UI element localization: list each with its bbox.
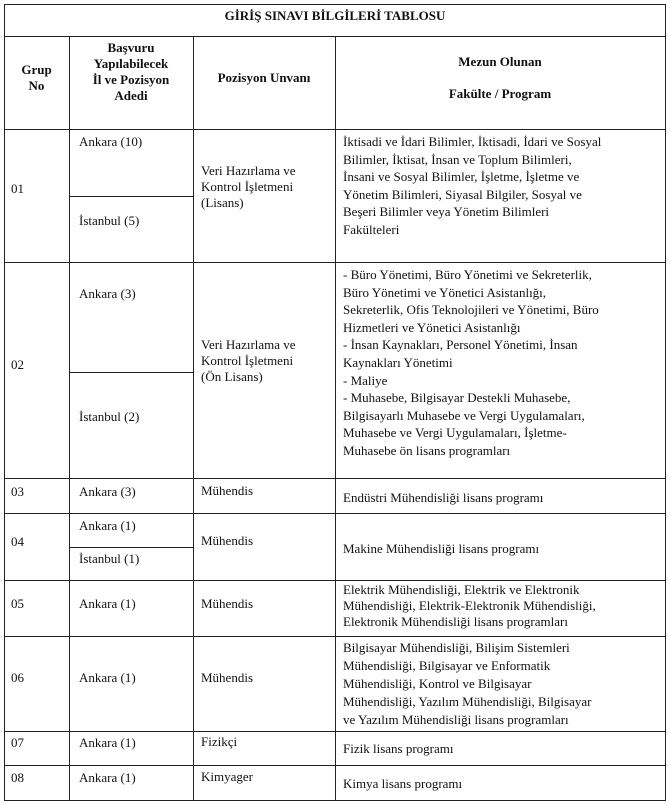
location: Ankara (1) bbox=[79, 518, 136, 533]
header-mezun-2: Fakülte / Program bbox=[448, 86, 552, 101]
grup-no: 03 bbox=[11, 484, 24, 499]
program-text: Bilgisayar Mühendisliği, Bilişim Sistemleri Mühendisliği, Bilgisayar ve Enformatik Mühendisliği, Kontrol ve Bilgisayar Mühendisliği, Yazılım Mühendisliği, Bilgisayar ve Yazılım Mühendisliği lisans programları bbox=[343, 640, 592, 727]
location: Ankara (3) bbox=[79, 286, 136, 301]
location: İstanbul (2) bbox=[79, 409, 140, 424]
location: İstanbul (5) bbox=[79, 213, 140, 228]
position-title: Veri Hazırlama ve Kontrol İşletmeni (Lisans) bbox=[201, 163, 296, 210]
grup-no: 06 bbox=[11, 670, 24, 685]
split-row04 bbox=[69, 547, 193, 548]
split-row02 bbox=[69, 372, 193, 373]
position-title: Fizikçi bbox=[201, 734, 238, 749]
grup-no: 07 bbox=[11, 735, 24, 750]
header-pozisyon: Pozisyon Unvanı bbox=[217, 70, 311, 85]
position-title: Mühendis bbox=[201, 533, 253, 548]
program-text: İktisadi ve İdari Bilimler, İktisadi, İdari ve Sosyal Bilimler, İktisat, İnsan ve Toplum Bilimleri, İnsani ve Sosyal Bilimler, İşletme, İşletme ve Yönetim Bilimleri, Siyasal Bilgiler, Sosyal ve Beşeri Bilimler veya Yönetim Bilimleri Fakülteleri bbox=[343, 134, 602, 237]
col-divider-3 bbox=[335, 36, 336, 801]
location: Ankara (3) bbox=[79, 484, 136, 499]
border-left bbox=[4, 4, 5, 801]
position-title: Kimyager bbox=[201, 769, 253, 784]
location: Ankara (1) bbox=[79, 735, 136, 750]
grup-no: 08 bbox=[11, 770, 24, 785]
location: Ankara (10) bbox=[79, 134, 143, 149]
position-title: Mühendis bbox=[201, 670, 253, 685]
grup-no: 04 bbox=[11, 534, 24, 549]
location: Ankara (1) bbox=[79, 670, 136, 685]
location: İstanbul (1) bbox=[79, 551, 140, 566]
program-text: - Büro Yönetimi, Büro Yönetimi ve Sekreterlik, Büro Yönetimi ve Yönetici Asistanlığı, Sekreterlik, Ofis Teknolojileri ve Yönetimi, Büro Hizmetleri ve Yönetici Asistanlığı - İnsan Kaynakları, Personel Yönetimi, İnsan Kaynakları Yönetimi - Maliye - Muhasebe, Bilgisayar Destekli Muhasebe, Bilgisayarlı Muhasebe ve Vergi Uygulamaları, Muhasebe ve Vergi Uygulamaları, İşletme- Muhasebe ön lisans programları bbox=[343, 267, 599, 458]
program-text: Endüstri Mühendisliği lisans programı bbox=[343, 490, 544, 505]
header-basvuru: Başvuru Yapılabilecek İl ve Pozisyon Adedi bbox=[92, 40, 170, 103]
location: Ankara (1) bbox=[79, 596, 136, 611]
border-right bbox=[665, 4, 666, 801]
col-divider-2 bbox=[193, 36, 194, 801]
grup-no: 05 bbox=[11, 596, 24, 611]
table-title: GİRİŞ SINAVI BİLGİLERİ TABLOSU bbox=[224, 8, 446, 23]
program-text: Makine Mühendisliği lisans programı bbox=[343, 541, 540, 556]
program-text: Elektrik Mühendisliği, Elektrik ve Elektronik Mühendisliği, Elektrik-Elektronik Mühendisliği, Elektronik Mühendisliği lisans programları bbox=[343, 582, 596, 629]
program-text: Fizik lisans programı bbox=[343, 741, 454, 756]
border-top bbox=[4, 4, 666, 5]
position-title: Veri Hazırlama ve Kontrol İşletmeni (Ön Lisans) bbox=[201, 337, 296, 384]
grup-no: 02 bbox=[11, 357, 24, 372]
split-row01 bbox=[69, 196, 193, 197]
header-grup-no: Grup No bbox=[21, 62, 52, 93]
header-mezun-1: Mezun Olunan bbox=[458, 54, 542, 69]
position-title: Mühendis bbox=[201, 596, 253, 611]
program-text: Kimya lisans programı bbox=[343, 776, 463, 791]
col-divider-1 bbox=[69, 36, 70, 801]
location: Ankara (1) bbox=[79, 770, 136, 785]
grup-no: 01 bbox=[11, 181, 24, 196]
position-title: Mühendis bbox=[201, 483, 253, 498]
